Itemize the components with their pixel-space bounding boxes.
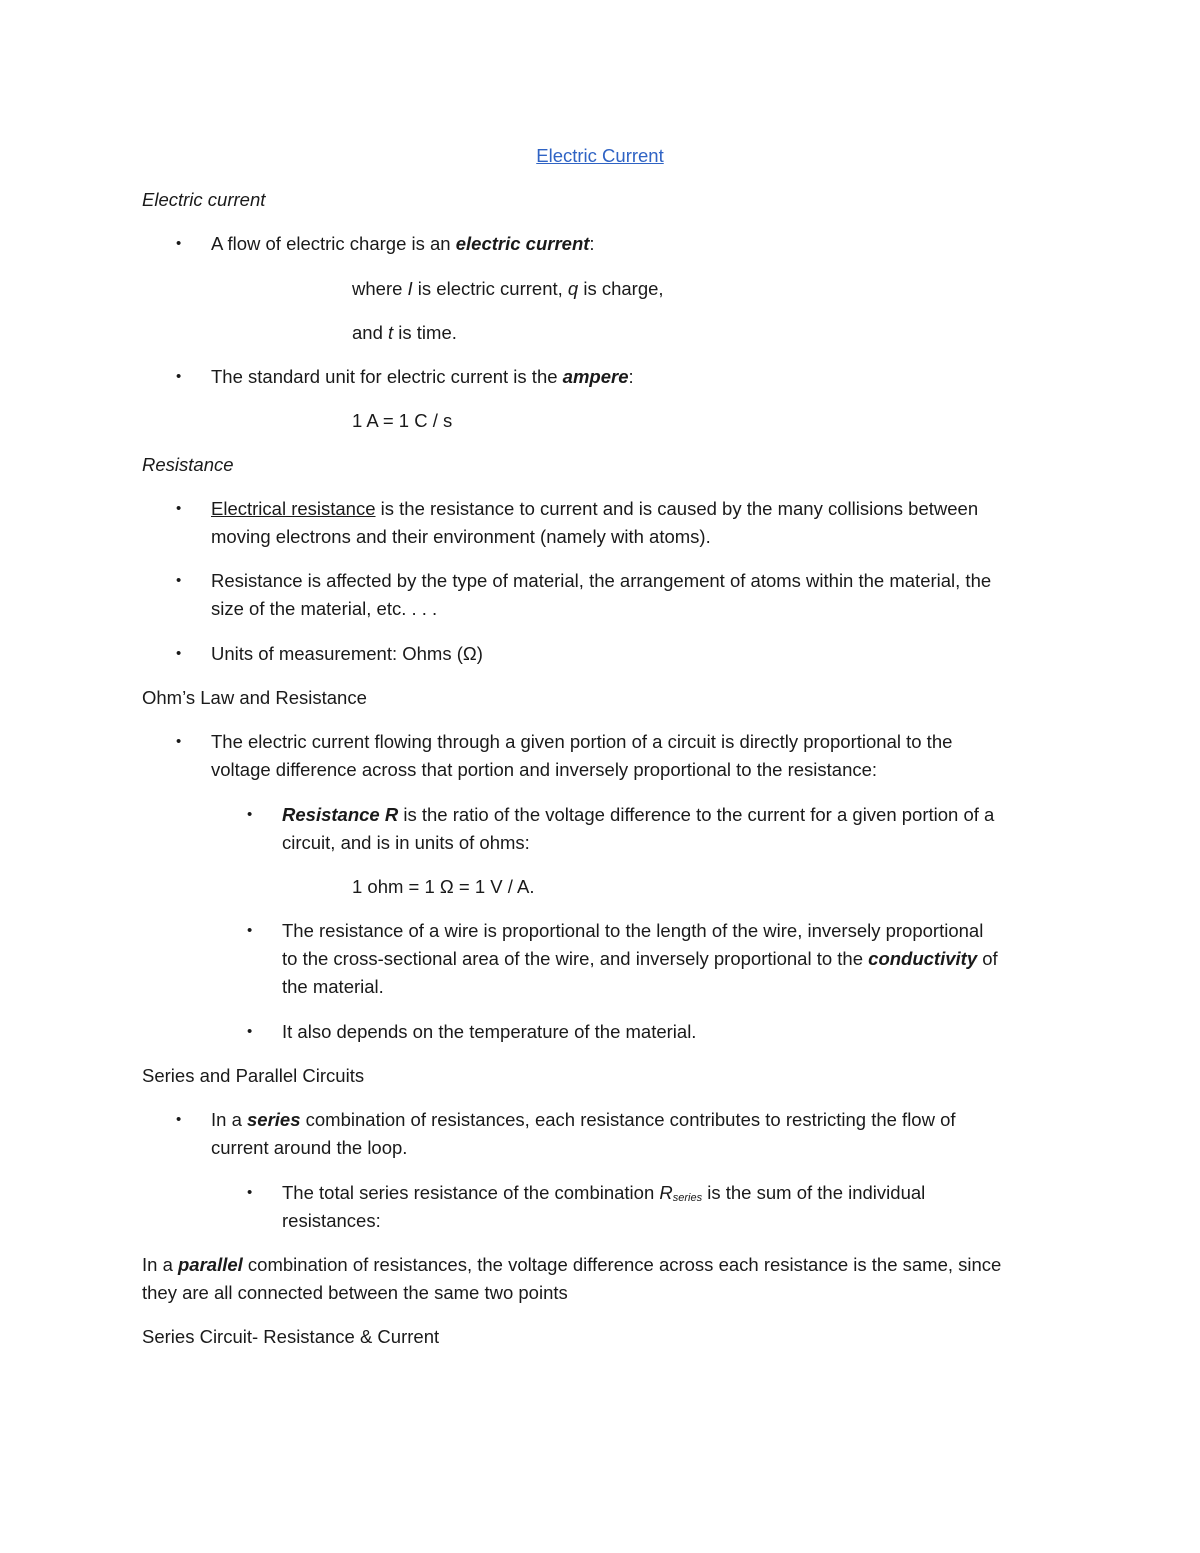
parallel-combination-line2: they are all connected between the same two points bbox=[142, 1282, 568, 1303]
resistance-factors-line2: size of the material, etc. . . . bbox=[211, 598, 438, 619]
series-total-line1: The total series resistance of the combination Rseries is the sum of the individual bbox=[282, 1182, 926, 1204]
parallel-combination-line1: In a parallel combination of resistances, the voltage difference across each resistance is the same, since bbox=[142, 1254, 1002, 1275]
resistance-definition-line2: moving electrons and their environment (namely with atoms). bbox=[211, 526, 711, 547]
bullet-icon: • bbox=[247, 922, 253, 939]
variable-explanation-2: and t is time. bbox=[352, 322, 457, 343]
ohms-law-statement-line1: The electric current flowing through a given portion of a circuit is directly proportional to the bbox=[211, 731, 953, 752]
bullet-icon: • bbox=[176, 645, 182, 662]
temperature-dependence: It also depends on the temperature of the material. bbox=[282, 1021, 697, 1042]
resistance-factors-line1: Resistance is affected by the type of material, the arrangement of atoms within the material, the bbox=[211, 570, 992, 591]
heading-electric-current: Electric current bbox=[142, 189, 266, 210]
ampere-equation: 1 A = 1 C / s bbox=[352, 410, 453, 431]
resistance-ratio-line2: circuit, and is in units of ohms: bbox=[282, 832, 530, 853]
bullet-icon: • bbox=[176, 235, 182, 252]
resistance-definition-line1: Electrical resistance is the resistance to current and is caused by the many collisions between bbox=[211, 498, 979, 519]
ohm-equation: 1 ohm = 1 Ω = 1 V / A. bbox=[352, 876, 535, 897]
bullet-icon: • bbox=[176, 1111, 182, 1128]
resistance-ratio-line1: Resistance R is the ratio of the voltage difference to the current for a given portion of a bbox=[282, 804, 995, 825]
document-title: Electric Current bbox=[536, 145, 664, 166]
ampere-unit-statement: The standard unit for electric current is the ampere: bbox=[211, 366, 634, 387]
series-total-line2: resistances: bbox=[282, 1210, 381, 1231]
ohms-law-statement-line2: voltage difference across that portion and inversely proportional to the resistance: bbox=[211, 759, 878, 780]
series-combination-line2: current around the loop. bbox=[211, 1137, 408, 1158]
bullet-icon: • bbox=[247, 806, 253, 823]
bullet-icon: • bbox=[176, 368, 182, 385]
bullet-icon: • bbox=[176, 733, 182, 750]
heading-ohms-law: Ohm’s Law and Resistance bbox=[142, 687, 367, 708]
heading-resistance: Resistance bbox=[142, 454, 234, 475]
electric-current-definition: A flow of electric charge is an electric current: bbox=[211, 233, 595, 254]
wire-resistance-line2: to the cross-sectional area of the wire, and inversely proportional to the conductivity of bbox=[282, 948, 998, 969]
variable-explanation-1: where I is electric current, q is charge, bbox=[352, 278, 664, 299]
series-combination-line1: In a series combination of resistances, each resistance contributes to restricting the flow of bbox=[211, 1109, 956, 1130]
bullet-icon: • bbox=[176, 572, 182, 589]
bullet-icon: • bbox=[247, 1184, 253, 1201]
heading-series-circuit: Series Circuit- Resistance & Current bbox=[142, 1326, 440, 1347]
heading-series-parallel: Series and Parallel Circuits bbox=[142, 1065, 365, 1086]
wire-resistance-line3: the material. bbox=[282, 976, 384, 997]
wire-resistance-line1: The resistance of a wire is proportional to the length of the wire, inversely proportional bbox=[282, 920, 984, 941]
bullet-icon: • bbox=[176, 500, 182, 517]
bullet-icon: • bbox=[247, 1023, 253, 1040]
resistance-units: Units of measurement: Ohms (Ω) bbox=[211, 643, 483, 664]
